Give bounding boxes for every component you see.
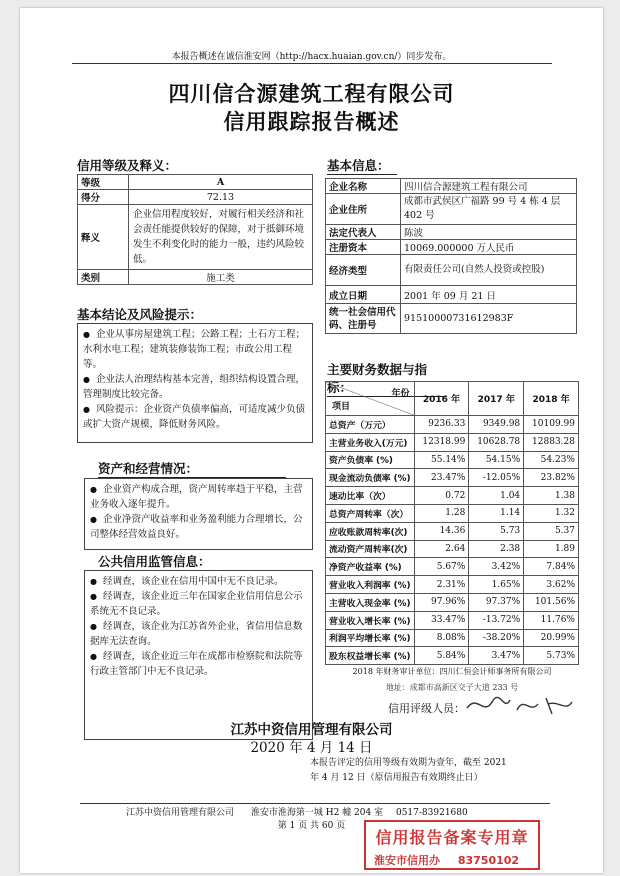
report-page (20, 8, 603, 873)
fin-cell: 54.23% (524, 451, 579, 469)
fin-row-name: 速动比率（次） (326, 487, 415, 505)
fin-row-name: 主营收入现金率 (%) (326, 593, 415, 611)
assets-heading: 资产和经营情况： (98, 459, 286, 478)
fin-cell: 10628.78 (469, 433, 524, 451)
fin-cell: 12318.99 (414, 433, 469, 451)
rater-signature-icon (462, 690, 577, 720)
fin-cell: -12.05% (469, 469, 524, 487)
basic-label: 企业住所 (326, 194, 401, 225)
page-number: 第 1 页 共 60 页 (277, 821, 346, 831)
fin-cell: 2.38 (469, 540, 524, 558)
conclusion-box (77, 323, 313, 443)
fin-cell: 9236.33 (414, 416, 469, 434)
fin-cell: 1.38 (524, 487, 579, 505)
fin-cell: 5.67% (414, 558, 469, 576)
basic-value: 陈波 (401, 225, 577, 240)
fin-cell: 5.37 (524, 522, 579, 540)
basic-value: 91510000731612983F (401, 304, 577, 334)
fin-row-name: 净资产收益率 (%) (326, 558, 415, 576)
footer-phone: 0517-83921680 (395, 808, 468, 818)
finance-corner-cell (326, 382, 415, 416)
fin-cell: 23.47% (414, 469, 469, 487)
basic-label: 法定代表人 (326, 225, 401, 240)
conclusion-item: ● 企业法人治理结构基本完善，组织结构设置合理，管理制度比较完备。 (83, 372, 307, 402)
basic-label: 注册资本 (326, 240, 401, 255)
agency-name: 江苏中资信用管理有限公司 (230, 722, 393, 738)
footer-rule (80, 803, 550, 804)
fin-cell: 97.37% (469, 593, 524, 611)
fin-cell: 7.84% (524, 558, 579, 576)
fin-cell: 3.42% (469, 558, 524, 576)
fin-cell: 5.73 (469, 522, 524, 540)
conclusion-item: ● 企业从事房屋建筑工程；公路工程；土石方工程；水利水电工程；建筑装修装饰工程；市政公用工程等。 (83, 327, 307, 372)
footer-line (126, 805, 468, 818)
fin-row-name: 股东权益增长率 (%) (326, 647, 415, 665)
basic-value: 10069.000000 万人民币 (401, 240, 577, 255)
raters-label: 信用评级人员： (388, 702, 465, 715)
fin-row-name: 利润平均增长率 (%) (326, 629, 415, 647)
filing-stamp (364, 820, 540, 870)
audit-note: 2018 年财务审计单位：四川仁恒会计师事务所有限公司 (352, 667, 552, 676)
supervision-item: ● 经调查，该企业在信用中国中无不良记录。 (90, 574, 307, 589)
report-date: 2020 年 4 月 14 日 (250, 740, 373, 756)
validity-note (310, 756, 580, 786)
conclusion-heading: 基本结论及风险提示： (77, 305, 303, 324)
assets-item: ● 企业净资产收益率和业务盈利能力合理增长，公司整体经营效益良好。 (90, 512, 307, 542)
address-note: 地址：成都市高新区交子大道 233 号 (385, 683, 519, 692)
fin-cell: 55.14% (414, 451, 469, 469)
basic-value: 2001 年 09 月 21 日 (401, 286, 577, 304)
fin-cell: 1.65% (469, 576, 524, 594)
finance-table (325, 381, 579, 665)
score-value: 72.13 (129, 190, 313, 205)
validity-line: 本报告评定的信用等级有效期为壹年，截至 2021 (310, 758, 507, 768)
fin-cell: 20.99% (524, 629, 579, 647)
conclusion-item: ● 风险提示：企业资产负债率偏高，可适度减少负债或扩大资产规模，降低财务风险。 (83, 402, 307, 432)
year-header: 2016 年 (414, 382, 469, 416)
basic-label: 企业名称 (326, 179, 401, 194)
supervision-item: ● 经调查，该企业为江苏省外企业，省信用信息数据库无法查询。 (90, 619, 307, 649)
company-title: 四川信合源建筑工程有限公司 (168, 81, 455, 106)
validity-line: 年 4 月 12 日（原信用报告有效期终止日） (310, 773, 483, 783)
basic-info-table (325, 178, 577, 334)
basic-value: 四川信合源建筑工程有限公司 (401, 179, 577, 194)
fin-row-name: 应收账款周转率(次) (326, 522, 415, 540)
fin-cell: 1.32 (524, 504, 579, 522)
supervision-item: ● 经调查，该企业近三年在成都市检察院和法院等行政主管部门中无不良记录。 (90, 649, 307, 679)
fin-cell: 14.36 (414, 522, 469, 540)
publish-notice: 本报告概述在诚信淮安网（http://hacx.huaian.gov.cn/）同步发布。 (171, 52, 452, 62)
rating-heading: 信用等级及释义： (77, 156, 303, 175)
assets-box (84, 478, 313, 550)
report-title: 信用跟踪报告概述 (223, 109, 400, 134)
fin-cell: 3.47% (469, 647, 524, 665)
fin-cell: 11.76% (524, 611, 579, 629)
fin-cell: 9349.98 (469, 416, 524, 434)
fin-cell: 2.31% (414, 576, 469, 594)
basic-value: 有限责任公司(自然人投资或控股) (401, 255, 577, 286)
category-label: 类别 (78, 270, 129, 285)
fin-cell: 54.15% (469, 451, 524, 469)
fin-cell: 10109.99 (524, 416, 579, 434)
stamp-bottom (366, 852, 538, 868)
supervision-box (84, 570, 313, 740)
supervision-item: ● 经调查，该企业近三年在国家企业信用信息公示系统无不良记录。 (90, 589, 307, 619)
grade-value: A (129, 175, 313, 190)
supervision-heading: 公共信用监管信息： (98, 552, 286, 571)
basic-label: 经济类型 (326, 255, 401, 286)
fin-row-name: 资产负债率 (%) (326, 451, 415, 469)
fin-cell: -13.72% (469, 611, 524, 629)
fin-cell: 12883.28 (524, 433, 579, 451)
stamp-number: 83750102 (457, 854, 520, 867)
basic-label: 成立日期 (326, 286, 401, 304)
year-header: 2017 年 (469, 382, 524, 416)
basic-label: 统一社会信用代码、注册号 (326, 304, 401, 334)
meaning-value: 企业信用程度较好，对履行相关经济和社会责任能提供较好的保障，对于抵御环境发生不利变化时的能力一般，违约风险较低。 (129, 205, 313, 270)
basic-heading: 基本信息： (327, 156, 397, 175)
fin-row-name: 现金流动负债率 (%) (326, 469, 415, 487)
header-rule (72, 63, 552, 64)
fin-cell: 97.96% (414, 593, 469, 611)
fin-cell: 5.73% (524, 647, 579, 665)
fin-cell: 1.14 (469, 504, 524, 522)
rating-table (77, 174, 313, 285)
meaning-label: 释义 (78, 205, 129, 270)
category-value: 施工类 (129, 270, 313, 285)
fin-row-name: 主营业务收入(万元) (326, 433, 415, 451)
fin-cell: 5.84% (414, 647, 469, 665)
fin-cell: 1.28 (414, 504, 469, 522)
score-label: 得分 (78, 190, 129, 205)
fin-row-name: 流动资产周转率(次) (326, 540, 415, 558)
fin-cell: -38.20% (469, 629, 524, 647)
fin-cell: 33.47% (414, 611, 469, 629)
fin-cell: 2.64 (414, 540, 469, 558)
fin-cell: 3.62% (524, 576, 579, 594)
basic-value: 成都市武侯区广福路 99 号 4 栋 4 层 402 号 (401, 194, 577, 225)
stamp-org: 淮安市信用办 (374, 854, 440, 867)
fin-row-name: 营业收入利润率 (%) (326, 576, 415, 594)
stamp-text: 信用报告备案专用章 (375, 828, 529, 847)
footer-company: 江苏中资信用管理有限公司 (126, 808, 235, 818)
fin-cell: 8.08% (414, 629, 469, 647)
fin-cell: 101.56% (524, 593, 579, 611)
fin-row-name: 总资产（万元） (326, 416, 415, 434)
grade-label: 等级 (78, 175, 129, 190)
footer-address: 淮安市淮海第一城 H2 幢 204 室 (250, 808, 384, 818)
finance-heading: 主要财务数据与指标： (327, 360, 447, 397)
assets-item: ● 企业资产构成合理，资产周转率趋于平稳，主营业务收入逐年提升。 (90, 482, 307, 512)
corner-item-label: 项目 (332, 402, 351, 412)
fin-row-name: 总资产周转率（次） (326, 504, 415, 522)
fin-cell: 23.82% (524, 469, 579, 487)
year-header: 2018 年 (524, 382, 579, 416)
fin-cell: 1.04 (469, 487, 524, 505)
fin-cell: 0.72 (414, 487, 469, 505)
fin-cell: 1.89 (524, 540, 579, 558)
fin-row-name: 营业收入增长率 (%) (326, 611, 415, 629)
corner-year-label: 年份 (391, 389, 410, 399)
